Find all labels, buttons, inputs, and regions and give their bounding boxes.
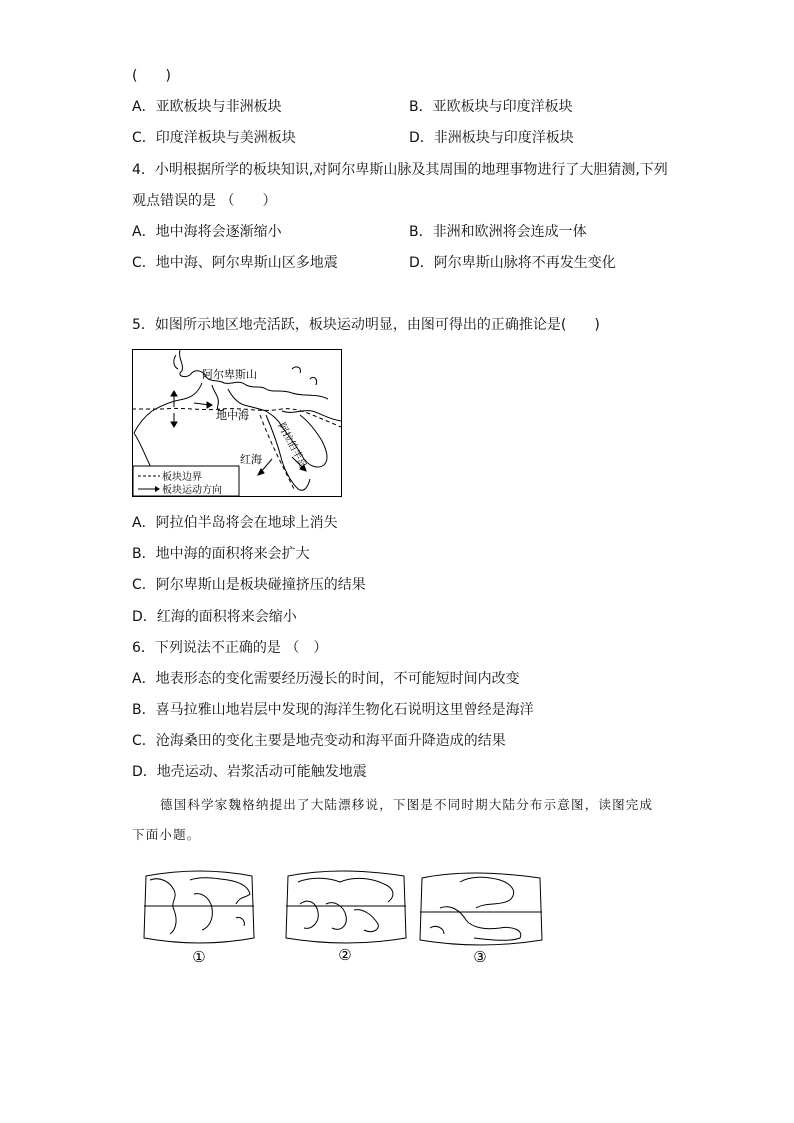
q6-option-b: B．喜马拉雅山地岩层中发现的海洋生物化石说明这里曾经是海洋: [132, 702, 534, 718]
map-label-arabia: 阿拉伯半岛: [275, 421, 309, 471]
q6-option-c: C．沧海桑田的变化主要是地壳变动和海平面升降造成的结果: [132, 733, 506, 749]
q3-bracket: ( ): [132, 68, 171, 84]
world-map-3: [420, 873, 542, 945]
map-label-red-sea: 红海: [240, 453, 262, 466]
q6-option-d: D．地壳运动、岩浆活动可能触发地震: [132, 764, 367, 780]
q4-option-b: B．非洲和欧洲将会连成一体: [409, 224, 587, 240]
q6-option-a: A．地表形态的变化需要经历漫长的时间，不可能短时间内改变: [132, 671, 520, 687]
q3-option-c: C．印度洋板块与美洲板块: [132, 130, 296, 146]
intro-line1: 德国科学家魏格纳提出了大陆漂移说，下图是不同时期大陆分布示意图，读图完成: [160, 797, 654, 812]
intro-line2: 下面小题。: [132, 827, 201, 842]
q4-option-a: A．地中海将会逐渐缩小: [132, 224, 282, 240]
q4-option-d: D．阿尔卑斯山脉将不再发生变化: [409, 255, 616, 271]
q5-option-d: D．红海的面积将来会缩小: [132, 609, 297, 625]
q3-option-b: B．亚欧板块与印度洋板块: [409, 99, 573, 115]
q5-option-b: B．地中海的面积将来会扩大: [132, 546, 310, 562]
q5-option-c: C．阿尔卑斯山是板块碰撞挤压的结果: [132, 577, 366, 593]
q5-stem: 5．如图所示地区地壳活跃，板块运动明显，由图可得出的正确推论是( ): [132, 317, 600, 333]
legend-boundary-label: 板块边界: [162, 472, 202, 483]
q3-option-a: A．亚欧板块与非洲板块: [132, 99, 282, 115]
world-map-2: [286, 871, 406, 943]
world-map-1: [144, 871, 254, 943]
q3-option-d: D．非洲板块与印度洋板块: [409, 130, 574, 146]
plate-map-figure: [132, 349, 342, 497]
map-label-mediterranean: 地中海: [216, 409, 249, 422]
legend-motion-label: 板块运动方向: [162, 485, 222, 496]
world-map-3-label: ③: [473, 948, 487, 966]
q4-stem-line1: 4．小明根据所学的板块知识,对阿尔卑斯山脉及其周围的地理事物进行了大胆猜测,下列: [132, 162, 668, 178]
map-label-alps: 阿尔卑斯山: [202, 368, 257, 381]
q5-option-a: A．阿拉伯半岛将会在地球上消失: [132, 515, 338, 531]
q6-stem: 6．下列说法不正确的是 （ ）: [132, 640, 328, 656]
world-map-1-label: ①: [192, 948, 206, 966]
q4-option-c: C．地中海、阿尔卑斯山区多地震: [132, 255, 338, 271]
q4-stem-line2: 观点错误的是 （ ）: [132, 193, 277, 209]
continental-drift-maps: [140, 868, 550, 968]
world-map-2-label: ②: [338, 946, 352, 964]
